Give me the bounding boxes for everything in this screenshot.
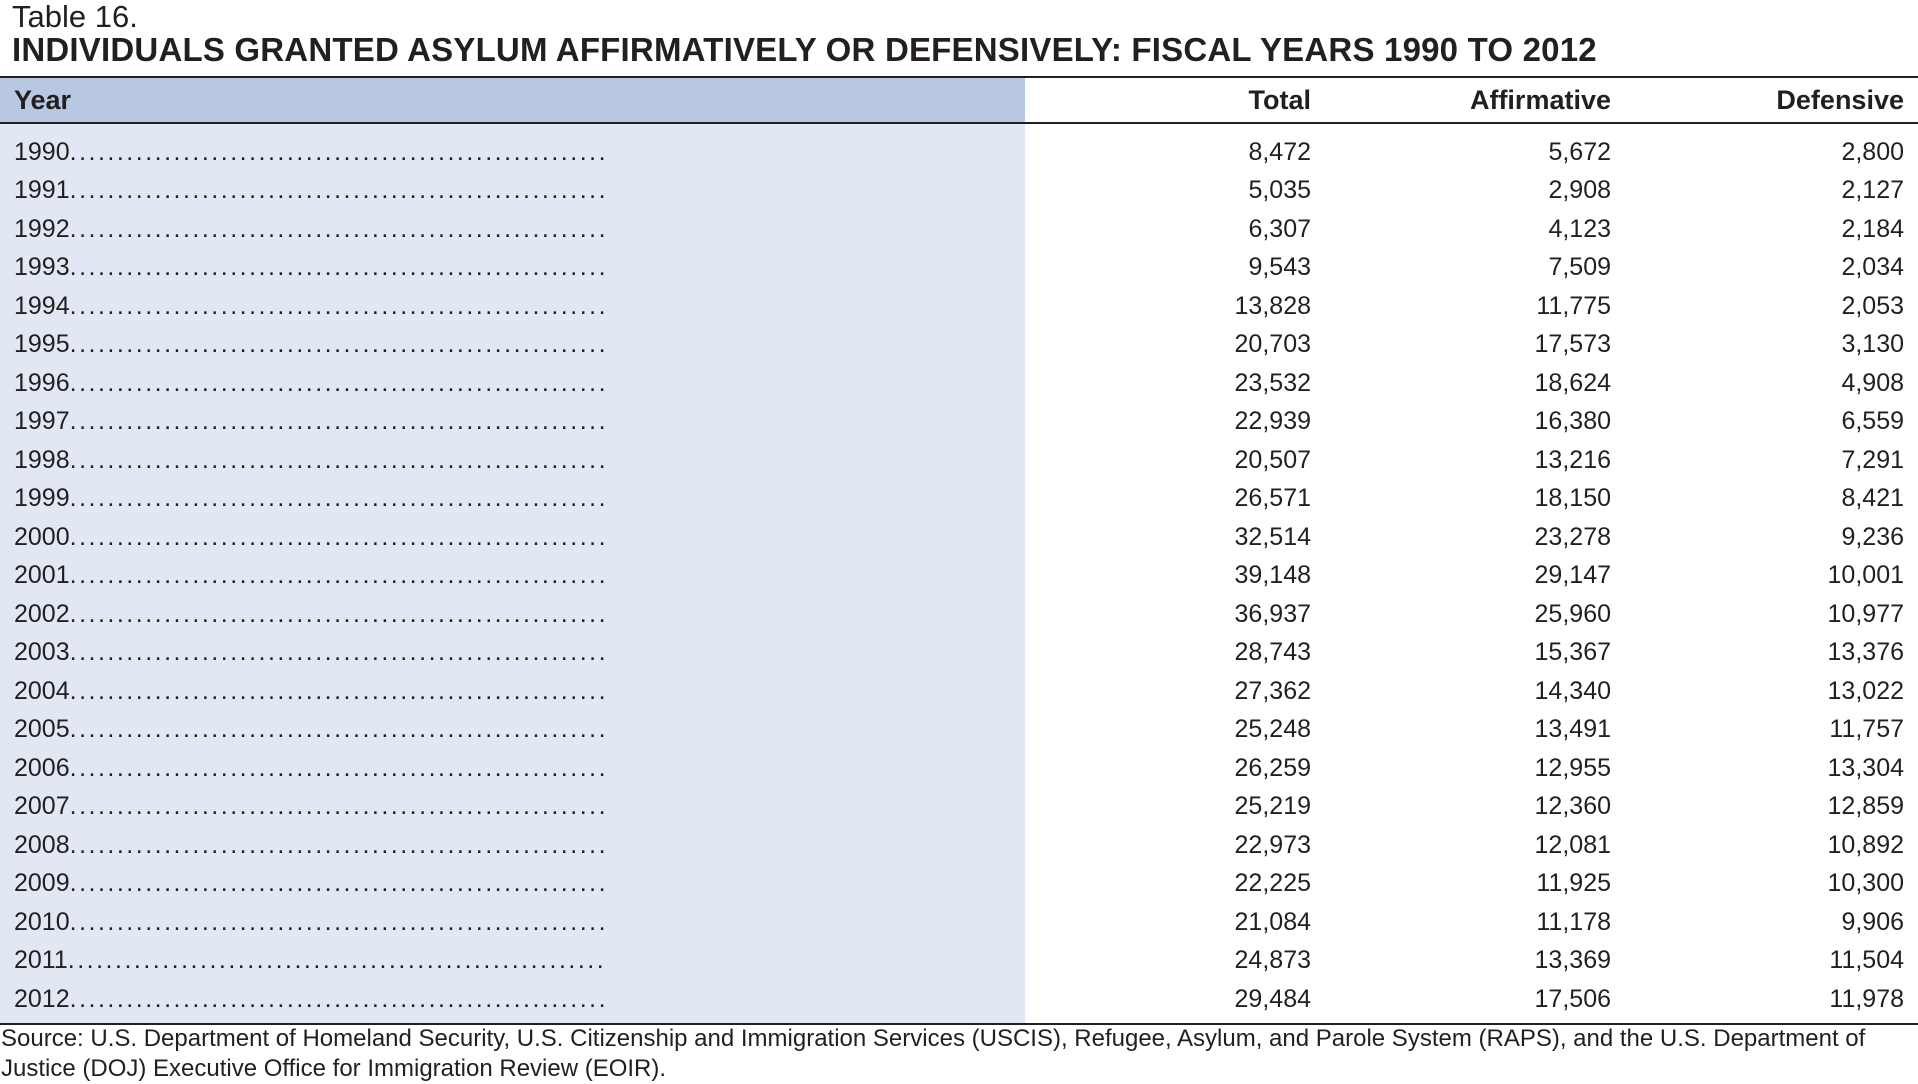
affirmative-cell: 5,672 xyxy=(1548,137,1611,166)
affirmative-cell: 15,367 xyxy=(1534,638,1611,667)
year-cell xyxy=(0,403,1025,442)
total-cell: 32,514 xyxy=(1234,522,1311,551)
defensive-cell: 2,127 xyxy=(1841,176,1904,205)
year-value: 2003 xyxy=(14,638,70,667)
affirmative-cell: 23,278 xyxy=(1534,522,1611,551)
year-cell xyxy=(0,441,1025,480)
total-cell: 36,937 xyxy=(1234,599,1311,628)
affirmative-cell: 7,509 xyxy=(1548,253,1611,282)
table-row xyxy=(0,595,1918,634)
dot-leader: ......................................................... xyxy=(69,676,609,705)
defensive-cell: 3,130 xyxy=(1841,330,1904,359)
year-cell xyxy=(0,595,1025,634)
dot-leader: ......................................................... xyxy=(69,753,609,782)
table-row xyxy=(0,749,1918,788)
total-cell: 20,703 xyxy=(1234,330,1311,359)
year-cell xyxy=(0,980,1025,1024)
defensive-cell: 11,757 xyxy=(1829,715,1904,744)
total-cell: 5,035 xyxy=(1248,176,1311,205)
total-cell: 20,507 xyxy=(1234,445,1311,474)
year-value: 1991 xyxy=(14,176,70,205)
year-cell xyxy=(0,123,1025,172)
dot-leader: ......................................................... xyxy=(69,638,609,667)
table-row xyxy=(0,172,1918,211)
total-cell: 25,219 xyxy=(1234,792,1311,821)
source-note: Source: U.S. Department of Homeland Security, U.S. Citizenship and Immigration Services (USCIS), Refugee, Asylum, and Parole System (RAPS), and the U.S. Department of Justice (DOJ) Executive Office for Immigration Review (EOIR). xyxy=(1,1025,1866,1082)
total-cell: 22,973 xyxy=(1234,830,1311,859)
year-cell xyxy=(0,826,1025,865)
table-row xyxy=(0,672,1918,711)
column-header-year: Year xyxy=(0,77,1025,123)
dot-leader: ......................................................... xyxy=(69,599,609,628)
dot-leader: ......................................................... xyxy=(69,907,609,936)
year-value: 2010 xyxy=(14,907,70,936)
affirmative-cell: 18,624 xyxy=(1534,368,1611,397)
defensive-cell: 9,236 xyxy=(1841,522,1904,551)
defensive-cell: 10,977 xyxy=(1827,599,1904,628)
total-cell: 8,472 xyxy=(1248,137,1311,166)
total-cell: 22,225 xyxy=(1234,869,1311,898)
total-cell: 26,571 xyxy=(1234,484,1311,513)
defensive-cell: 2,034 xyxy=(1841,253,1904,282)
table-row xyxy=(0,403,1918,442)
year-cell xyxy=(0,634,1025,673)
affirmative-cell: 25,960 xyxy=(1534,599,1611,628)
table-row xyxy=(0,980,1918,1024)
affirmative-cell: 13,216 xyxy=(1534,445,1611,474)
year-value: 2008 xyxy=(14,830,70,859)
total-cell: 26,259 xyxy=(1234,753,1311,782)
year-value: 1997 xyxy=(14,407,70,436)
defensive-cell: 4,908 xyxy=(1841,368,1904,397)
defensive-cell: 7,291 xyxy=(1841,445,1904,474)
year-value: 1993 xyxy=(14,253,70,282)
total-cell: 25,248 xyxy=(1234,715,1311,744)
year-cell xyxy=(0,518,1025,557)
year-value: 1994 xyxy=(14,291,70,320)
total-cell: 29,484 xyxy=(1234,984,1311,1013)
year-cell xyxy=(0,557,1025,596)
year-cell xyxy=(0,711,1025,750)
dot-leader: ......................................................... xyxy=(69,830,609,859)
year-value: 2006 xyxy=(14,753,70,782)
dot-leader: ......................................................... xyxy=(69,368,609,397)
affirmative-cell: 4,123 xyxy=(1548,214,1611,243)
year-cell xyxy=(0,210,1025,249)
year-cell xyxy=(0,249,1025,288)
dot-leader: ......................................................... xyxy=(69,445,609,474)
affirmative-cell: 13,491 xyxy=(1534,715,1611,744)
affirmative-cell: 17,506 xyxy=(1534,984,1611,1013)
affirmative-cell: 12,081 xyxy=(1534,830,1611,859)
affirmative-cell: 11,775 xyxy=(1536,291,1611,320)
affirmative-cell: 2,908 xyxy=(1548,176,1611,205)
year-cell xyxy=(0,287,1025,326)
year-value: 1990 xyxy=(14,137,70,166)
dot-leader: ......................................................... xyxy=(69,792,609,821)
year-value: 2011 xyxy=(14,946,68,975)
total-cell: 28,743 xyxy=(1234,638,1311,667)
year-cell xyxy=(0,903,1025,942)
table-row xyxy=(0,634,1918,673)
year-value: 2002 xyxy=(14,599,70,628)
asylum-table xyxy=(0,76,1918,1025)
affirmative-cell: 16,380 xyxy=(1534,407,1611,436)
total-cell: 39,148 xyxy=(1234,561,1311,590)
table-row xyxy=(0,249,1918,288)
dot-leader: ......................................................... xyxy=(69,137,609,166)
year-value: 1995 xyxy=(14,330,70,359)
table-row xyxy=(0,364,1918,403)
affirmative-cell: 12,955 xyxy=(1534,753,1611,782)
table-row xyxy=(0,826,1918,865)
year-cell xyxy=(0,326,1025,365)
affirmative-cell: 12,360 xyxy=(1534,792,1611,821)
total-cell: 27,362 xyxy=(1234,676,1311,705)
year-value: 2012 xyxy=(14,984,70,1013)
year-cell xyxy=(0,364,1025,403)
total-cell: 6,307 xyxy=(1248,214,1311,243)
defensive-cell: 2,053 xyxy=(1841,291,1904,320)
affirmative-cell: 18,150 xyxy=(1534,484,1611,513)
dot-leader: ......................................................... xyxy=(69,330,609,359)
year-cell xyxy=(0,480,1025,519)
table-row xyxy=(0,942,1918,981)
table-row xyxy=(0,865,1918,904)
dot-leader: ......................................................... xyxy=(69,522,609,551)
affirmative-cell: 29,147 xyxy=(1534,561,1611,590)
header-row xyxy=(0,77,1918,123)
year-cell xyxy=(0,749,1025,788)
year-value: 1996 xyxy=(14,368,70,397)
table-row xyxy=(0,788,1918,827)
year-cell xyxy=(0,865,1025,904)
defensive-cell: 2,800 xyxy=(1841,137,1904,166)
affirmative-cell: 13,369 xyxy=(1534,946,1611,975)
table-row xyxy=(0,903,1918,942)
table-row xyxy=(0,480,1918,519)
dot-leader: ......................................................... xyxy=(69,176,609,205)
year-value: 1992 xyxy=(14,214,70,243)
year-value: 2004 xyxy=(14,676,70,705)
year-value: 1998 xyxy=(14,445,70,474)
defensive-cell: 9,906 xyxy=(1841,907,1904,936)
total-cell: 23,532 xyxy=(1234,368,1311,397)
dot-leader: ......................................................... xyxy=(69,214,609,243)
dot-leader: ......................................................... xyxy=(69,715,609,744)
table-row xyxy=(0,441,1918,480)
total-cell: 22,939 xyxy=(1234,407,1311,436)
table-row xyxy=(0,287,1918,326)
year-cell xyxy=(0,172,1025,211)
table-row xyxy=(0,711,1918,750)
defensive-cell: 10,001 xyxy=(1827,561,1904,590)
table-row xyxy=(0,518,1918,557)
table-title: INDIVIDUALS GRANTED ASYLUM AFFIRMATIVELY OR DEFENSIVELY: FISCAL YEARS 1990 TO 2012 xyxy=(12,31,1597,68)
defensive-cell: 11,504 xyxy=(1829,946,1904,975)
defensive-cell: 10,300 xyxy=(1827,869,1904,898)
dot-leader: ......................................................... xyxy=(69,407,609,436)
year-value: 2001 xyxy=(14,561,70,590)
dot-leader: ......................................................... xyxy=(67,946,607,975)
year-value: 2009 xyxy=(14,869,70,898)
column-header-defensive: Defensive xyxy=(1625,77,1918,123)
column-header-affirmative: Affirmative xyxy=(1325,77,1625,123)
defensive-cell: 13,022 xyxy=(1827,676,1904,705)
year-cell xyxy=(0,788,1025,827)
affirmative-cell: 14,340 xyxy=(1534,676,1611,705)
year-value: 1999 xyxy=(14,484,70,513)
total-cell: 13,828 xyxy=(1234,291,1311,320)
dot-leader: ......................................................... xyxy=(69,291,609,320)
defensive-cell: 13,376 xyxy=(1827,638,1904,667)
affirmative-cell: 11,178 xyxy=(1536,907,1611,936)
column-header-total: Total xyxy=(1025,77,1325,123)
year-value: 2000 xyxy=(14,522,70,551)
total-cell: 9,543 xyxy=(1248,253,1311,282)
dot-leader: ......................................................... xyxy=(69,253,609,282)
table-row xyxy=(0,210,1918,249)
defensive-cell: 10,892 xyxy=(1827,830,1904,859)
dot-leader: ......................................................... xyxy=(69,561,609,590)
table-row xyxy=(0,326,1918,365)
table-caption: Table 16. xyxy=(12,0,138,34)
affirmative-cell: 17,573 xyxy=(1534,330,1611,359)
defensive-cell: 8,421 xyxy=(1841,484,1904,513)
table-row xyxy=(0,123,1918,172)
year-value: 2005 xyxy=(14,715,70,744)
total-cell: 21,084 xyxy=(1234,907,1311,936)
total-cell: 24,873 xyxy=(1234,946,1311,975)
defensive-cell: 11,978 xyxy=(1829,984,1904,1013)
table-row xyxy=(0,557,1918,596)
defensive-cell: 6,559 xyxy=(1841,407,1904,436)
defensive-cell: 13,304 xyxy=(1827,753,1904,782)
defensive-cell: 2,184 xyxy=(1841,214,1904,243)
dot-leader: ......................................................... xyxy=(69,484,609,513)
dot-leader: ......................................................... xyxy=(69,869,609,898)
defensive-cell: 12,859 xyxy=(1827,792,1904,821)
affirmative-cell: 11,925 xyxy=(1536,869,1611,898)
year-value: 2007 xyxy=(14,792,70,821)
year-cell xyxy=(0,942,1025,981)
dot-leader: ......................................................... xyxy=(69,984,609,1013)
year-cell xyxy=(0,672,1025,711)
